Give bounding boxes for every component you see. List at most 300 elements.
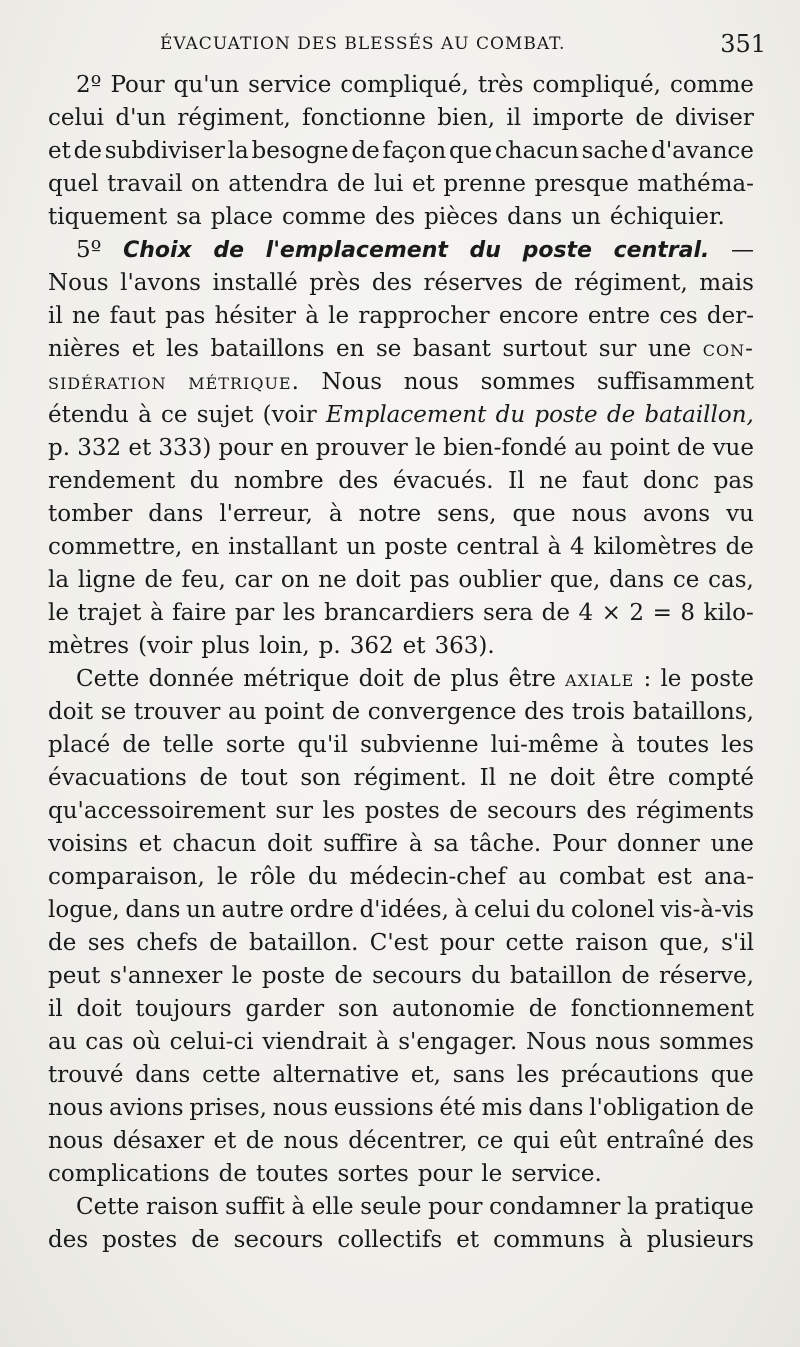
word: convergence	[367, 699, 517, 725]
word: d'avance	[651, 138, 754, 164]
word: doit	[76, 996, 122, 1022]
word: réserves	[423, 270, 523, 296]
word: à	[305, 303, 319, 329]
word: placé	[48, 732, 111, 758]
word: des	[524, 699, 565, 725]
word: diviser	[675, 105, 754, 131]
text-line	[48, 762, 754, 795]
word: service.	[511, 1161, 602, 1187]
word: fonctionnement	[570, 996, 754, 1022]
word: pratique	[654, 1194, 754, 1220]
word: près	[309, 270, 361, 296]
text-line	[48, 729, 754, 762]
word: tomber	[48, 501, 133, 527]
word: sa	[176, 204, 202, 230]
word: évacués.	[392, 468, 494, 494]
word: sujet	[196, 402, 254, 428]
word: C'est	[369, 930, 429, 956]
word: bataillon.	[248, 930, 359, 956]
word: nombre	[233, 468, 324, 494]
word: oublier	[458, 567, 542, 593]
text-line	[48, 960, 754, 993]
word: telle	[162, 732, 214, 758]
text-line	[48, 564, 754, 597]
word: kilo-	[703, 600, 754, 626]
text-line	[48, 1059, 754, 1092]
word: et,	[410, 1062, 441, 1088]
word: le	[328, 303, 350, 329]
word: Pour	[552, 831, 607, 857]
word: ne	[539, 468, 568, 494]
word: le	[481, 1161, 503, 1187]
word: donc	[642, 468, 700, 494]
word: de	[209, 930, 238, 956]
word: et	[138, 831, 162, 857]
word: poste	[534, 402, 598, 428]
word: les	[516, 1062, 550, 1088]
word: garder	[245, 996, 325, 1022]
text-line	[48, 267, 754, 300]
word: Il	[508, 468, 525, 494]
word: avions	[109, 1095, 184, 1121]
word: kilomètres	[593, 534, 717, 560]
word: chacun	[494, 138, 579, 164]
word: de	[541, 600, 570, 626]
word: installant	[228, 534, 338, 560]
word: voisins	[48, 831, 128, 857]
word: des	[371, 270, 412, 296]
word: mètres	[48, 633, 130, 659]
word: plus	[201, 633, 250, 659]
word: des	[375, 204, 416, 230]
word: d'un	[115, 105, 167, 131]
word: et	[213, 1128, 237, 1154]
word: encore	[498, 303, 579, 329]
word: sens,	[437, 501, 497, 527]
word: qui	[512, 1128, 550, 1154]
page-number: 351	[720, 30, 766, 58]
word: dans	[609, 567, 665, 593]
word: celui-ci	[169, 1029, 254, 1055]
word: cas	[85, 1029, 124, 1055]
word: viendrait	[262, 1029, 368, 1055]
word: feu,	[181, 567, 226, 593]
word: des	[586, 798, 627, 824]
word: très	[477, 72, 524, 98]
word: doit	[549, 765, 596, 791]
word: surtout	[502, 336, 588, 362]
text-line	[48, 1026, 754, 1059]
word: de	[334, 963, 363, 989]
word: nous	[595, 1029, 651, 1055]
word: entre	[587, 303, 651, 329]
word: chacun	[172, 831, 257, 857]
word: il	[48, 303, 63, 329]
word: désaxer	[112, 1128, 205, 1154]
word: rendement	[48, 468, 176, 494]
word: seule	[360, 1194, 422, 1220]
text-line	[48, 1092, 754, 1125]
word: car	[234, 567, 273, 593]
word: nous	[283, 1128, 339, 1154]
text-line	[48, 432, 754, 465]
word: nières	[48, 336, 121, 362]
text-line	[48, 69, 754, 102]
word: entraîné	[606, 1128, 705, 1154]
word: subvienne	[360, 732, 479, 758]
word: la	[227, 138, 249, 164]
word: de	[412, 666, 442, 692]
word: prenne	[443, 171, 526, 197]
word: brancardiers	[324, 600, 475, 626]
word: faut	[582, 468, 629, 494]
word: du	[307, 864, 338, 890]
text-line	[48, 399, 754, 432]
text-line	[48, 201, 754, 234]
word: poste	[522, 238, 592, 263]
word: donnée	[148, 666, 234, 692]
word: bataillon,	[644, 402, 754, 428]
word: de	[677, 435, 706, 461]
word: doit	[48, 699, 94, 725]
word: une	[647, 336, 692, 362]
word: et	[456, 1227, 480, 1253]
word: suffisamment	[596, 369, 754, 395]
word: ne	[318, 567, 347, 593]
word: eussions	[333, 1095, 434, 1121]
word: l'obligation	[589, 1095, 720, 1121]
word: au	[574, 435, 603, 461]
word: autre	[221, 897, 284, 923]
word: ce	[672, 567, 700, 593]
word: ordre	[289, 897, 354, 923]
word: que	[448, 138, 493, 164]
word: bataillon	[509, 963, 613, 989]
word: nous	[571, 501, 627, 527]
word: régiment.	[353, 765, 467, 791]
word: postes	[102, 1227, 178, 1253]
word: faut	[109, 303, 156, 329]
text-line	[48, 168, 754, 201]
word: de	[621, 963, 650, 989]
word: bien-fondé	[443, 435, 567, 461]
word: toutes	[255, 1161, 329, 1187]
word: p.	[48, 435, 71, 461]
word: Il	[479, 765, 497, 791]
running-title: ÉVACUATION DES BLESSÉS AU COMBAT.	[160, 34, 566, 54]
word: et	[128, 435, 152, 461]
word: à	[291, 1194, 306, 1220]
word: condamner	[489, 1194, 621, 1220]
word: le	[216, 864, 238, 890]
word: et	[131, 336, 155, 362]
word: à	[618, 1227, 633, 1253]
word: de	[122, 732, 151, 758]
text-line	[48, 102, 754, 135]
word: décentrer,	[348, 1128, 468, 1154]
word: trajet	[77, 600, 142, 626]
word: des	[713, 1128, 754, 1154]
word: régiment,	[177, 105, 291, 131]
word: compliqué,	[532, 72, 661, 98]
word: nous	[48, 1095, 104, 1121]
text-line	[48, 498, 754, 531]
word: de	[199, 765, 228, 791]
word: raison	[575, 930, 648, 956]
word: cette	[505, 930, 565, 956]
word: logue,	[48, 897, 120, 923]
word: Cette	[76, 666, 140, 692]
word: suffit	[225, 1194, 285, 1220]
word: sans	[452, 1062, 505, 1088]
word: il	[48, 996, 63, 1022]
word: 333)	[158, 435, 212, 461]
word: sorte	[225, 732, 286, 758]
word: un	[346, 534, 376, 560]
text-line	[48, 828, 754, 861]
word: en	[280, 435, 309, 461]
word: l'erreur,	[219, 501, 313, 527]
word: les	[322, 798, 356, 824]
word: sommes	[659, 1029, 754, 1055]
word: sache	[581, 138, 649, 164]
word: dans	[125, 897, 181, 923]
word: Cette	[76, 1194, 140, 1220]
word: suffire	[323, 831, 399, 857]
word: 2	[629, 600, 645, 626]
text-line	[48, 993, 754, 1026]
word: de	[351, 138, 380, 164]
word: pour	[439, 930, 495, 956]
word: donner	[617, 831, 700, 857]
word: rôle	[250, 864, 296, 890]
text-line	[48, 234, 754, 267]
word: combat	[558, 864, 646, 890]
word: à	[149, 600, 164, 626]
text-line	[48, 135, 754, 168]
word: ×	[601, 600, 621, 626]
word: vu	[726, 501, 754, 527]
word: ligne	[77, 567, 136, 593]
word: été	[439, 1095, 476, 1121]
word: avons	[642, 501, 711, 527]
word: attendra	[228, 171, 329, 197]
word: =	[652, 600, 672, 626]
word: s'il	[721, 930, 754, 956]
word: à	[138, 402, 152, 428]
word: on	[191, 171, 220, 197]
word: et	[411, 171, 435, 197]
word: prouver	[315, 435, 408, 461]
word: du	[469, 238, 501, 263]
word: en	[191, 534, 220, 560]
word: central.	[613, 238, 710, 263]
word: comparaison,	[48, 864, 205, 890]
word: du	[189, 468, 220, 494]
word: plus	[450, 666, 500, 692]
word: alternative	[272, 1062, 400, 1088]
word: ce	[476, 1128, 504, 1154]
word: service	[248, 72, 332, 98]
page-header	[0, 30, 800, 62]
word: trouvé	[48, 1062, 124, 1088]
word: complications	[48, 1161, 210, 1187]
word: se	[100, 699, 127, 725]
word: régiment,	[574, 270, 688, 296]
text-line	[48, 300, 754, 333]
word: pas	[409, 567, 450, 593]
word: par	[234, 600, 275, 626]
word: au	[48, 1029, 77, 1055]
word: du	[535, 897, 566, 923]
text-line	[48, 366, 754, 399]
word: doit	[267, 831, 313, 857]
word: secours	[372, 963, 462, 989]
word: de	[73, 138, 102, 164]
word: tiquement	[48, 204, 168, 230]
word: poste	[261, 963, 326, 989]
word: der-	[706, 303, 754, 329]
word: ne	[71, 303, 101, 329]
word: dans	[148, 501, 204, 527]
text-line	[48, 1125, 754, 1158]
word: pas	[165, 303, 206, 329]
word: commettre,	[48, 534, 183, 560]
word: sera	[482, 600, 534, 626]
word: que	[512, 501, 556, 527]
word: celui	[474, 897, 531, 923]
word: :	[643, 666, 652, 692]
word: trois	[571, 699, 626, 725]
word: poste	[384, 534, 448, 560]
word: à	[547, 534, 562, 560]
word: Nous	[321, 369, 383, 395]
word: sommes	[480, 369, 576, 395]
word: le	[231, 963, 253, 989]
word: importe	[532, 105, 625, 131]
word: con-	[702, 336, 754, 362]
word: à	[408, 831, 423, 857]
word: est	[657, 864, 692, 890]
word: le	[660, 666, 682, 692]
word: dans	[507, 204, 563, 230]
word: (voir	[138, 633, 193, 659]
word: ce	[161, 402, 188, 428]
word: façon	[382, 138, 447, 164]
word: rapprocher	[358, 303, 490, 329]
word: point	[264, 699, 325, 725]
word: pour	[417, 1161, 473, 1187]
word: 332	[77, 435, 122, 461]
word: du	[471, 963, 501, 989]
text-line	[48, 861, 754, 894]
text-line	[48, 663, 754, 696]
word: compté	[667, 765, 754, 791]
word: pas	[713, 468, 754, 494]
text-line	[48, 465, 754, 498]
word: cas,	[708, 567, 754, 593]
word: sur	[598, 336, 637, 362]
word: loin,	[258, 633, 310, 659]
word: faire	[172, 600, 227, 626]
word: celui	[48, 105, 105, 131]
text-line	[48, 1191, 754, 1224]
word: 4	[578, 600, 594, 626]
word: presque	[534, 171, 629, 197]
word: elle	[311, 1194, 354, 1220]
word: lui-même	[490, 732, 599, 758]
word: toujours	[135, 996, 232, 1022]
word: évacuations	[48, 765, 187, 791]
word: 362	[349, 633, 394, 659]
word: s'engager.	[398, 1029, 518, 1055]
word: mathéma-	[637, 171, 754, 197]
word: métrique.	[188, 369, 300, 395]
body-text	[48, 69, 754, 1257]
word: réserve,	[659, 963, 754, 989]
word: et	[402, 633, 426, 659]
word: les	[166, 336, 199, 362]
word: ne	[508, 765, 538, 791]
text-line	[48, 630, 754, 663]
word: un	[571, 204, 601, 230]
word: que	[710, 1062, 754, 1088]
word: de	[635, 105, 664, 131]
word: de	[144, 567, 173, 593]
word: métrique	[243, 666, 350, 692]
word: Nous	[48, 270, 109, 296]
word: précautions	[561, 1062, 699, 1088]
word: tâche.	[469, 831, 542, 857]
word: Emplacement	[326, 402, 487, 428]
word: doit	[358, 666, 404, 692]
word: pièces	[424, 204, 499, 230]
word: bataillons	[210, 336, 325, 362]
word: de	[725, 534, 754, 560]
word: les	[721, 732, 754, 758]
word: nous	[403, 369, 459, 395]
word: au	[518, 864, 547, 890]
word: comme	[282, 204, 367, 230]
word: vis-à-vis	[660, 897, 754, 923]
word: échiquier.	[609, 204, 725, 230]
word: subdiviser	[104, 138, 225, 164]
word: qu'accessoirement	[48, 798, 266, 824]
word: que,	[659, 930, 710, 956]
word: de	[191, 1227, 220, 1253]
word: la	[48, 567, 70, 593]
word: sur	[275, 798, 313, 824]
word: sa	[433, 831, 459, 857]
word: du	[495, 402, 526, 428]
word: sidération	[48, 369, 167, 395]
text-line	[48, 1158, 754, 1191]
word: dans	[135, 1062, 191, 1088]
word: médecin-chef	[349, 864, 507, 890]
word: mis	[481, 1095, 523, 1121]
word: être	[508, 666, 556, 692]
word: il	[506, 105, 522, 131]
text-line	[48, 696, 754, 729]
word: d'idées,	[359, 897, 449, 923]
word: où	[132, 1029, 161, 1055]
word: à	[375, 1029, 390, 1055]
word: Choix	[123, 238, 192, 263]
word: étendu	[48, 402, 129, 428]
word: compliqué,	[340, 72, 469, 98]
word: pour	[428, 1194, 483, 1220]
word: à	[328, 501, 343, 527]
